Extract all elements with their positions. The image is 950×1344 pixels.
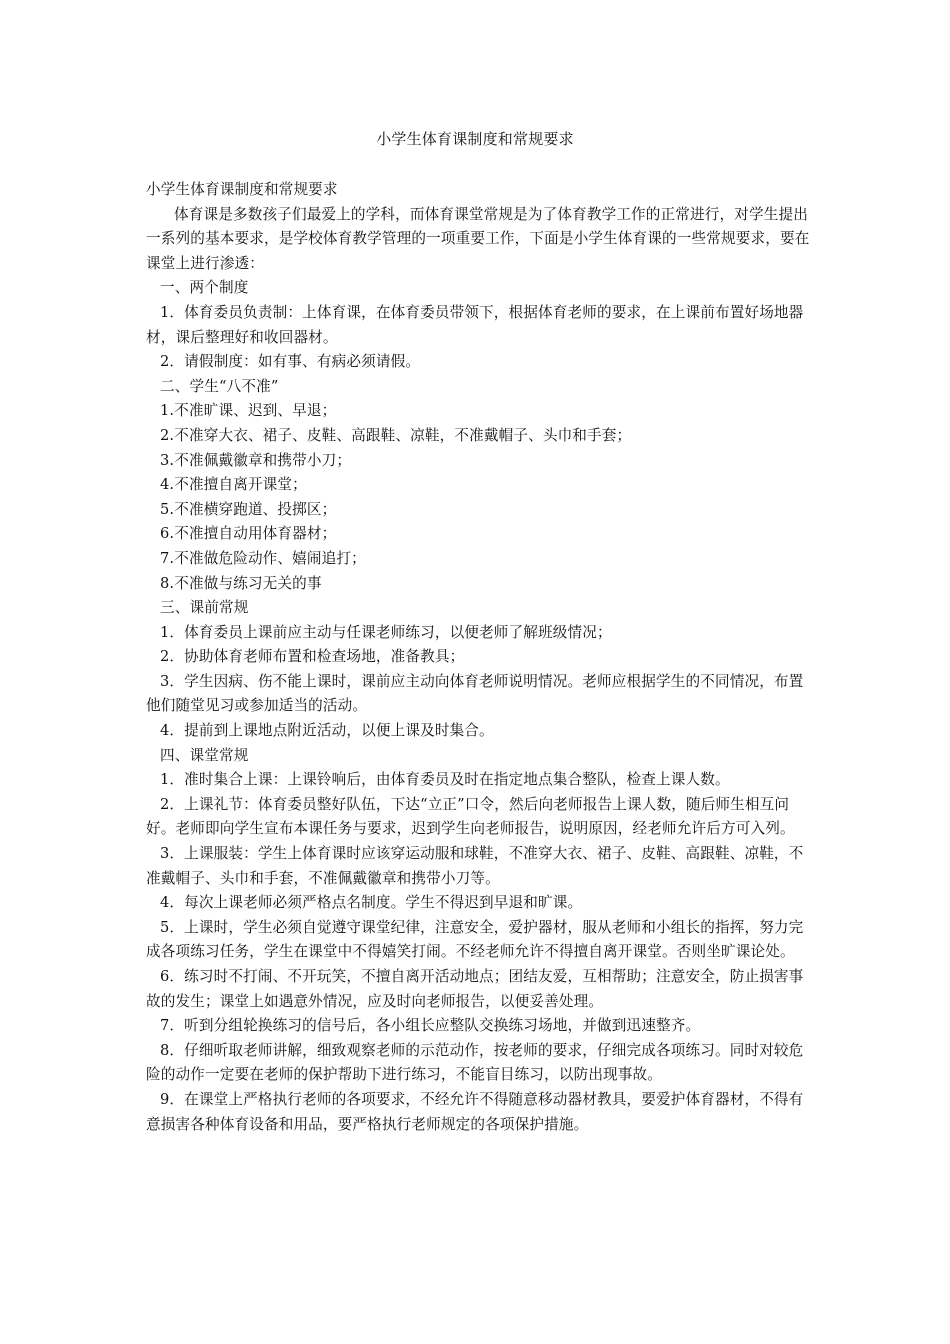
list-item: 5．上课时，学生必须自觉遵守课堂纪律，注意安全，爱护器材，服从老师和小组长的指挥，努力完成各项练习任务，学生在课堂中不得嬉笑打闹。不经老师允许不得擅自离开课堂。否则坐旷课论处。	[146, 918, 804, 961]
list-item: 3．上课服装：学生上体育课时应该穿运动服和球鞋，不准穿大衣、裙子、皮鞋、高跟鞋、凉鞋，不准戴帽子、头巾和手套，不准佩戴徽章和携带小刀等。	[146, 845, 804, 887]
section-heading: 二、学生“八不准”	[160, 377, 279, 395]
list-item: 8.不准做与练习无关的事	[160, 574, 322, 592]
list-item: 3.不准佩戴徽章和携带小刀；	[160, 451, 352, 469]
section-heading: 四、课堂常规	[160, 746, 249, 764]
document-subtitle: 小学生体育课制度和常规要求	[146, 181, 338, 198]
document-body	[146, 178, 818, 1137]
list-item: 6．练习时不打闹、不开玩笑，不擅自离开活动地点；团结友爱，互相帮助；注意安全，防止损害事故的发生；课堂上如遇意外情况，应及时向老师报告，以便妥善处理。	[146, 968, 804, 1010]
list-item: 1．体育委员上课前应主动与任课老师练习，以便老师了解班级情况；	[160, 623, 612, 641]
list-item: 1．准时集合上课：上课铃响后，由体育委员及时在指定地点集合整队，检查上课人数。	[160, 771, 730, 789]
list-item: 2.不准穿大衣、裙子、皮鞋、高跟鞋、凉鞋，不准戴帽子、头巾和手套；	[160, 426, 632, 444]
list-item: 4．每次上课老师必须严格点名制度。学生不得迟到早退和旷课。	[160, 894, 583, 912]
section-heading: 一、两个制度	[160, 279, 249, 297]
list-item: 2．协助体育老师布置和检查场地，准备教具；	[160, 648, 465, 666]
list-item: 7．听到分组轮换练习的信号后，各小组长应整队交换练习场地，并做到迅速整齐。	[160, 1017, 701, 1035]
list-item: 4．提前到上课地点附近活动，以便上课及时集合。	[160, 722, 494, 740]
list-item: 4.不准擅自离开课堂；	[160, 476, 307, 494]
list-item: 9．在课堂上严格执行老师的各项要求，不经允许不得随意移动器材教具，要爱护体育器材，不得有意损害各种体育设备和用品，要严格执行老师规定的各项保护措施。	[146, 1090, 804, 1133]
list-item: 2．上课礼节：体育委员整好队伍，下达“立正”口令，然后向老师报告上课人数，随后师生相互问好。老师即向学生宣布本课任务与要求，迟到学生向老师报告，说明原因，经老师允许后方可入列。	[146, 795, 795, 838]
list-item: 2．请假制度：如有事、有病必须请假。	[160, 353, 421, 371]
list-item: 7.不准做危险动作、嬉闹追打；	[160, 549, 366, 567]
section-heading: 三、课前常规	[160, 599, 249, 617]
list-item: 8．仔细听取老师讲解，细致观察老师的示范动作，按老师的要求，仔细完成各项练习。同时对较危险的动作一定要在老师的保护帮助下进行练习，不能盲目练习，以防出现事故。	[146, 1041, 804, 1084]
document-title: 小学生体育课制度和常规要求	[376, 130, 574, 148]
list-item: 6.不准擅自动用体育器材；	[160, 525, 337, 543]
list-item: 1.不准旷课、迟到、早退；	[160, 402, 337, 420]
list-item: 5.不准横穿跑道、投掷区；	[160, 500, 337, 518]
list-item: 3．学生因病、伤不能上课时，课前应主动向体育老师说明情况。老师应根据学生的不同情况，布置他们随堂见习或参加适当的活动。	[146, 672, 804, 715]
intro-paragraph: 体育课是多数孩子们最爱上的学科，而体育课堂常规是为了体育教学工作的正常进行，对学生提出一系列的基本要求，是学校体育教学管理的一项重要工作，下面是小学生体育课的一些常规要求，要在课堂上进行渗透：	[146, 205, 810, 272]
list-item: 1．体育委员负责制：上体育课，在体育委员带领下，根据体育老师的要求，在上课前布置好场地器材，课后整理好和收回器材。	[146, 303, 804, 346]
